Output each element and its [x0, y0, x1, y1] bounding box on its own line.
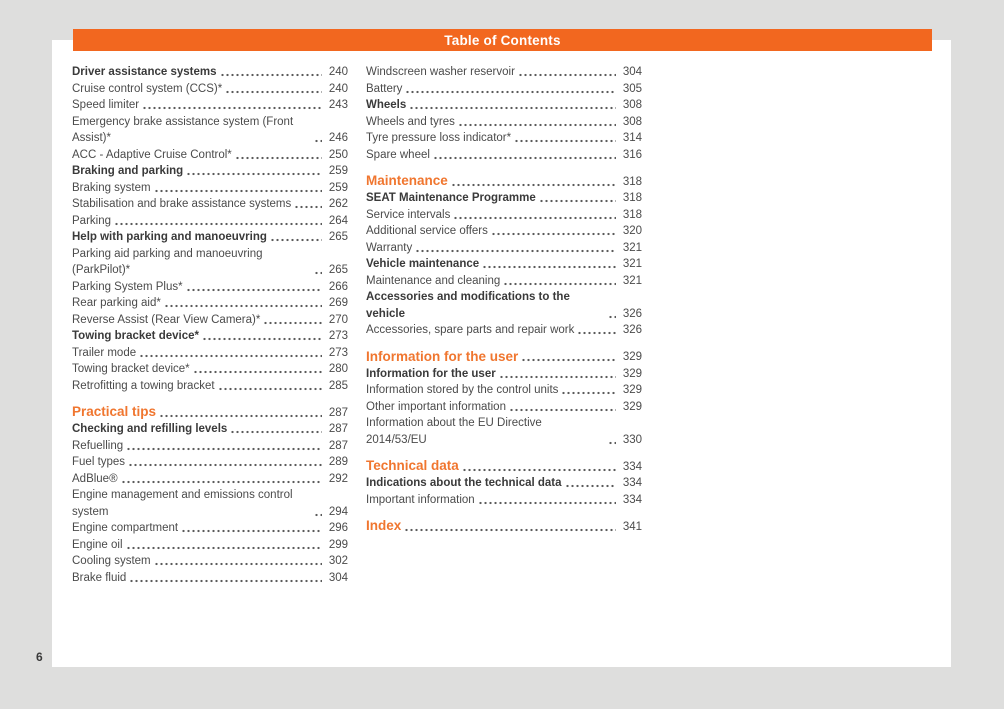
toc-entry-label: Accessories, spare parts and repair work [366, 324, 575, 336]
toc-entry [72, 64, 348, 81]
toc-entry [72, 97, 348, 114]
toc-entry-label: SEAT Maintenance Programme [366, 192, 536, 204]
toc-entry-page: 334 [622, 460, 642, 473]
toc-entry-page: 287 [328, 423, 348, 435]
toc-entry [72, 147, 348, 164]
toc-entry-label: Braking and parking [72, 165, 184, 177]
dot-leader [129, 570, 322, 587]
toc-entry-label: Wheels [366, 99, 407, 111]
toc-entry-label: Important information [366, 493, 475, 506]
toc-entry-label: Cruise control system (CCS)* [72, 82, 223, 95]
toc-entry-label: Braking system [72, 181, 151, 194]
toc-entry-page: 273 [328, 346, 348, 359]
dot-leader [451, 174, 616, 191]
toc-entry [72, 328, 348, 345]
toc-title-bar [73, 29, 932, 51]
toc-entry-label: Cooling system [72, 555, 151, 567]
toc-entry-label: Speed limiter [72, 99, 140, 111]
dot-leader [514, 130, 616, 147]
toc-entry [72, 520, 348, 537]
toc-entry-page: 240 [328, 82, 348, 95]
toc-entry-label: Stabilisation and brake assistance systems [72, 198, 292, 210]
toc-entry-page: 304 [328, 571, 348, 584]
toc-entry-label: Reverse Assist (Rear View Camera)* [72, 313, 261, 326]
toc-entry-label: Information about the EU Directive 2014/53/EU [366, 417, 542, 446]
toc-entry-page: 308 [622, 99, 642, 111]
dot-leader [458, 114, 616, 131]
dot-leader [202, 328, 322, 345]
toc-entry-page: 269 [328, 297, 348, 309]
dot-leader [314, 262, 322, 279]
toc-entry-label: Index [366, 518, 402, 533]
dot-leader [518, 64, 616, 81]
toc-entry-label: Technical data [366, 458, 459, 473]
dot-leader [126, 438, 322, 455]
toc-entry-page: 259 [328, 165, 348, 177]
toc-entry-label: Rear parking aid* [72, 297, 161, 309]
toc-entry-label: AdBlue® [72, 472, 118, 485]
toc-entry-label: Wheels and tyres [366, 115, 455, 128]
toc-entry-page: 308 [622, 115, 642, 128]
toc-column-2 [366, 64, 642, 586]
toc-entry-page: 330 [622, 433, 642, 446]
dot-leader [294, 196, 322, 213]
dot-leader [314, 130, 322, 147]
dot-leader [121, 471, 322, 488]
toc-entry [366, 97, 642, 114]
toc-entry [366, 147, 642, 164]
toc-entry-label: Brake fluid [72, 571, 127, 584]
dot-leader [478, 492, 616, 509]
toc-entry-page: 314 [622, 132, 642, 144]
toc-entry-label: Engine management and emissions control system [72, 489, 293, 518]
toc-entry-page: 329 [622, 400, 642, 413]
dot-leader [565, 475, 616, 492]
dot-leader [577, 322, 616, 339]
manual-page [52, 40, 951, 667]
toc-entry [366, 382, 642, 399]
dot-leader [225, 81, 322, 98]
dot-leader [186, 163, 322, 180]
dot-leader [521, 349, 616, 366]
dot-leader [139, 345, 322, 362]
toc-entry [72, 361, 348, 378]
toc-entry-page: 296 [328, 522, 348, 534]
toc-entry-page: 299 [328, 538, 348, 551]
toc-entry-page: 287 [328, 406, 348, 419]
dot-leader [608, 306, 616, 323]
toc-entry-label: Towing bracket device* [72, 330, 199, 342]
toc-entry [72, 403, 348, 421]
toc-entry [366, 399, 642, 416]
toc-entry [72, 421, 348, 438]
dot-leader [186, 279, 322, 296]
toc-entry-page: 273 [328, 330, 348, 342]
toc-entry [72, 114, 348, 147]
toc-entry [366, 415, 642, 448]
toc-entry-page: 302 [328, 555, 348, 567]
dot-leader [263, 312, 322, 329]
toc-entry [72, 279, 348, 296]
toc-entry-page: 326 [622, 324, 642, 336]
dot-leader [415, 240, 616, 257]
toc-entry [366, 172, 642, 190]
toc-entry-label: Indications about the technical data [366, 477, 562, 489]
toc-entry-page: 240 [328, 66, 348, 78]
dot-leader [220, 64, 323, 81]
toc-entry-page: 264 [328, 214, 348, 227]
toc-entry-label: Driver assistance systems [72, 66, 217, 78]
toc-entry [366, 492, 642, 509]
dot-leader [482, 256, 616, 273]
toc-entry [72, 454, 348, 471]
toc-entry-page: 329 [622, 367, 642, 380]
toc-entry [366, 256, 642, 273]
toc-entry-label: Trailer mode [72, 346, 137, 359]
toc-entry-page: 289 [328, 456, 348, 468]
dot-leader [433, 147, 616, 164]
toc-entry-page: 341 [622, 520, 642, 533]
toc-entry-page: 318 [622, 192, 642, 204]
toc-entry [72, 312, 348, 329]
toc-entry-label: Refuelling [72, 439, 124, 452]
toc-entry-label: Windscreen washer reservoir [366, 66, 515, 78]
toc-entry-page: 320 [622, 225, 642, 237]
toc-entry [72, 163, 348, 180]
toc-entry-label: Emergency brake assistance system (Front Assist)* [72, 115, 294, 144]
toc-entry-label: Maintenance [366, 173, 448, 188]
dot-leader [159, 405, 322, 422]
toc-entry-page: 292 [328, 472, 348, 485]
toc-entry-page: 246 [328, 132, 348, 144]
toc-entry [366, 457, 642, 475]
toc-entry [366, 348, 642, 366]
dot-leader [235, 147, 322, 164]
toc-entry [72, 229, 348, 246]
dot-leader [193, 361, 322, 378]
toc-entry [366, 207, 642, 224]
toc-entry-label: Additional service offers [366, 225, 488, 237]
toc-entry [72, 180, 348, 197]
dot-leader [230, 421, 322, 438]
toc-entry [366, 130, 642, 147]
toc-entry-page: 265 [328, 264, 348, 276]
toc-entry-page: 262 [328, 198, 348, 210]
toc-entry-label: Other important information [366, 400, 506, 413]
toc-entry-label: Engine compartment [72, 522, 179, 534]
toc-entry [366, 114, 642, 131]
toc-entry-label: Information stored by the control units [366, 384, 559, 396]
toc-entry-label: Warranty [366, 241, 413, 254]
toc-entry-label: Towing bracket device* [72, 363, 190, 375]
toc-entry [72, 570, 348, 587]
toc-entry [366, 64, 642, 81]
toc-entry [72, 378, 348, 395]
toc-entry [366, 322, 642, 339]
toc-entry [366, 517, 642, 535]
toc-entry [72, 213, 348, 230]
dot-leader [126, 537, 322, 554]
toc-entry [366, 475, 642, 492]
dot-leader [453, 207, 616, 224]
toc-entry-label: Help with parking and manoeuvring [72, 231, 267, 243]
dot-leader [608, 432, 616, 449]
dot-leader [154, 553, 322, 570]
toc-entry [72, 196, 348, 213]
toc-entry-label: Engine oil [72, 538, 123, 551]
toc-entry-page: 318 [622, 175, 642, 188]
toc-entry [72, 295, 348, 312]
toc-entry-label: Parking [72, 214, 111, 227]
toc-entry-page: 316 [622, 148, 642, 161]
toc-entry-page: 305 [622, 82, 642, 95]
toc-entry-page: 329 [622, 384, 642, 396]
toc-entry [72, 487, 348, 520]
dot-leader [491, 223, 616, 240]
toc-entry [72, 553, 348, 570]
toc-entry [72, 471, 348, 488]
page-title: Table of Contents [444, 32, 561, 48]
dot-leader [142, 97, 322, 114]
toc-entry-page: 326 [622, 307, 642, 320]
toc-entry-label: Maintenance and cleaning [366, 274, 501, 287]
dot-leader [462, 459, 616, 476]
toc-entry-label: Accessories and modifications to the vehicle [366, 291, 570, 320]
toc-entry-label: Service intervals [366, 208, 451, 221]
toc-entry [366, 81, 642, 98]
toc-entry-label: ACC - Adaptive Cruise Control* [72, 148, 232, 161]
toc-entry-page: 334 [622, 493, 642, 506]
toc-entry-label: Spare wheel [366, 148, 430, 161]
dot-leader [154, 180, 322, 197]
page-number: 6 [36, 650, 43, 664]
toc-entry-page: 259 [328, 181, 348, 194]
dot-leader [499, 366, 616, 383]
dot-leader [114, 213, 322, 230]
toc-entry-page: 265 [328, 231, 348, 243]
toc-entry-label: Vehicle maintenance [366, 258, 480, 270]
toc-entry [366, 289, 642, 322]
toc-entry-page: 270 [328, 313, 348, 326]
toc-entry [72, 345, 348, 362]
toc-entry-page: 280 [328, 363, 348, 375]
dot-leader [405, 81, 616, 98]
dot-leader [270, 229, 322, 246]
toc-entry-label: Parking System Plus* [72, 280, 183, 293]
toc-entry-page: 287 [328, 439, 348, 452]
toc-entry-page: 304 [622, 66, 642, 78]
toc-entry-page: 329 [622, 351, 642, 363]
toc-entry-page: 321 [622, 241, 642, 254]
toc-entry [72, 537, 348, 554]
toc-column-1 [72, 64, 348, 586]
dot-leader [539, 190, 616, 207]
dot-leader [561, 382, 616, 399]
toc-entry-label: Battery [366, 82, 403, 95]
toc-entry-label: Tyre pressure loss indicator* [366, 132, 512, 144]
toc-entry [72, 438, 348, 455]
toc-entry [72, 81, 348, 98]
dot-leader [509, 399, 616, 416]
toc-entry-label: Retrofitting a towing bracket [72, 379, 215, 392]
dot-leader [314, 504, 322, 521]
toc-entry-page: 266 [328, 280, 348, 293]
toc-entry [366, 366, 642, 383]
dot-leader [404, 519, 616, 536]
toc-entry-label: Practical tips [72, 404, 157, 419]
toc-entry-page: 250 [328, 148, 348, 161]
dot-leader [218, 378, 322, 395]
toc-entry-page: 321 [622, 274, 642, 287]
toc-entry [366, 273, 642, 290]
dot-leader [181, 520, 322, 537]
toc-entry [366, 223, 642, 240]
toc-entry-label: Fuel types [72, 456, 126, 468]
toc-entry [366, 190, 642, 207]
toc-entry-label: Information for the user [366, 348, 519, 364]
toc-entry-page: 321 [622, 258, 642, 270]
toc-entry-page: 285 [328, 379, 348, 392]
toc-entry [72, 246, 348, 279]
dot-leader [164, 295, 322, 312]
toc-entry-page: 243 [328, 99, 348, 111]
dot-leader [409, 97, 616, 114]
toc-entry-page: 318 [622, 208, 642, 221]
toc-entry-label: Information for the user [366, 367, 496, 380]
dot-leader [128, 454, 322, 471]
toc-entry-label: Parking aid parking and manoeuvring (ParkPilot)* [72, 247, 263, 276]
toc-entry [366, 240, 642, 257]
toc-entry-label: Checking and refilling levels [72, 423, 228, 435]
toc-columns [72, 64, 642, 586]
dot-leader [503, 273, 616, 290]
toc-entry-page: 294 [328, 505, 348, 518]
toc-entry-page: 334 [622, 477, 642, 489]
